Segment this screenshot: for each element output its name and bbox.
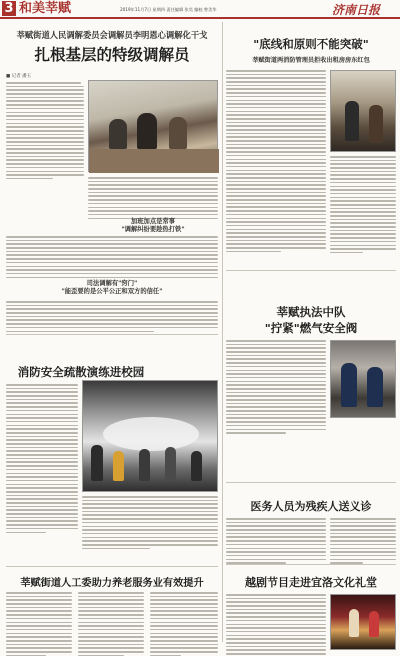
article-free-clinic [226,484,396,564]
article-body-col1 [226,70,326,252]
table-surface [89,149,219,173]
article-headline: "底线和原则不能突破" [253,37,369,51]
article-subhead: 莘赋街道两消防管理员拒收出租房房东红包 [252,57,370,64]
subhead-tips: 司法调解有"窍门" "能歪要的是公平公正和双方的信任" [61,280,163,295]
inspection-photo [330,70,396,152]
fire-drill-photo [82,380,218,492]
article-headline: 莘赋执法中队 [276,305,346,319]
person-figure [169,117,187,149]
article-headline: 医务人员为残疾人送义诊 [250,500,372,513]
article-body-col2 [330,518,396,564]
article-body-col1 [226,594,326,656]
article-gas-safety [226,272,396,420]
byline [6,73,31,79]
article-headline: 莘赋街道人工委助力养老服务业有效提升 [20,577,204,589]
byline-text: 记者 潘玉 [11,74,32,79]
article-body-col1 [226,518,326,564]
article-elderly-care [6,568,218,654]
article-headline-line2: "拧紧"燃气安全阀 [264,321,358,335]
person-figure [345,101,359,141]
person-figure [369,105,383,143]
article-mediation [6,22,218,332]
section-divider [6,334,218,335]
performer-figure [369,611,379,637]
date-line: 2019年11月7日 星期四 责任编辑 张昊 编校 曾美华 [120,7,217,12]
article-headline: 消防安全疏散演练进校园 [17,365,145,379]
section-title: 和美莘赋 [19,1,72,16]
subhead-overtime: 加班加点是常事 "调解纠纷要趁热打铁" [121,218,185,233]
column-divider [222,22,223,642]
person-figure [91,445,103,481]
article-body-col4 [6,301,218,332]
article-headline: 扎根基层的特级调解员 [34,45,190,64]
article-body-col1 [6,384,78,533]
article-body-col2 [88,177,218,219]
person-figure [367,367,383,407]
article-bribe-refused [226,22,396,268]
section-divider [226,270,396,271]
article-body-col2 [82,496,218,549]
article-fire-drill [6,336,218,564]
article-body-col3 [150,592,218,656]
person-figure [113,451,124,481]
page-number-box [2,1,16,16]
section-divider [6,566,218,567]
masthead [0,0,400,18]
section-divider [226,564,396,565]
person-figure [341,363,357,407]
gas-inspection-photo [330,340,396,418]
mediation-photo [88,80,218,172]
article-opera [226,566,396,654]
person-figure [165,447,176,481]
section-divider [226,482,396,483]
article-body-col1 [6,592,72,656]
page-number: 3 [4,1,14,16]
person-figure [109,119,127,149]
performer-figure [349,609,359,637]
person-figure [139,449,150,481]
masthead-rule [0,17,400,19]
paper-name: 济南日报 [332,3,381,17]
article-kicker: 莘赋街道人民调解委员会调解员李明恩心调解化干戈 [16,30,208,40]
author-icon: ■ [6,74,11,79]
article-body-col2 [78,592,144,656]
person-figure [191,451,202,481]
opera-stage-photo [330,594,396,650]
smoke-cloud [103,417,199,451]
person-figure [137,113,157,149]
article-body-col3 [6,236,218,278]
article-body-col1 [226,340,326,434]
article-headline: 越剧节目走进宜洛文化礼堂 [245,576,377,589]
article-body-col2 [330,156,396,253]
article-body-col1 [6,82,84,179]
